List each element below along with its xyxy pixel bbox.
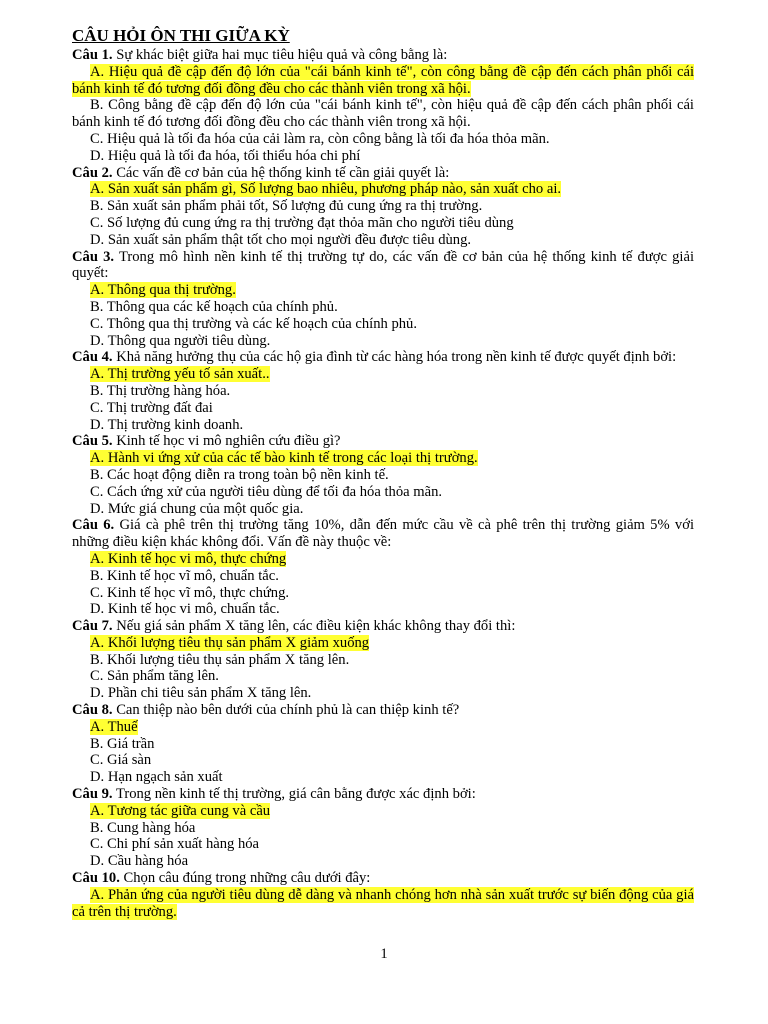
question-stem (72, 249, 694, 283)
answer-option (72, 232, 694, 249)
answer-option (72, 668, 694, 685)
question-block (72, 349, 694, 433)
question-number: Câu 1. (72, 47, 113, 63)
answer-option-text: A. Thị trường yếu tố sản xuất.. (90, 366, 270, 383)
question-list (72, 47, 694, 920)
question-stem (72, 433, 694, 450)
question-text: Giá cà phê trên thị trường tăng 10%, dẫn đến mức cầu về cà phê trên thị trường giảm 5% với những điều kiện khác không đổi. Vấn đề này thuộc về: (72, 517, 694, 551)
question-block (72, 165, 694, 249)
answer-option (72, 417, 694, 434)
answer-option (72, 400, 694, 417)
question-text: Chọn câu đúng trong những câu dưới đây: (123, 870, 371, 887)
answer-option-correct (72, 635, 694, 652)
answer-option (72, 383, 694, 400)
answer-option-text: C. Kinh tế học vĩ mô, thực chứng. (90, 584, 290, 601)
answer-option (72, 585, 694, 602)
answer-option (72, 685, 694, 702)
answer-option-correct (72, 719, 694, 736)
answer-option-text: B. Sản xuất sản phẩm phải tốt, Số lượng đủ cung ứng ra thị trường. (90, 198, 483, 215)
answer-option (72, 484, 694, 501)
answer-option-text: B. Kinh tế học vĩ mô, chuẩn tắc. (90, 567, 279, 584)
answer-option-text: D. Cầu hàng hóa (90, 853, 189, 870)
answer-option-text: A. Kinh tế học vi mô, thực chứng (90, 550, 287, 567)
answer-option-text: B. Thông qua các kế hoạch của chính phủ. (90, 298, 338, 315)
answer-option (72, 215, 694, 232)
question-text: Trong nền kinh tế thị trường, giá cân bằng được xác định bởi: (115, 786, 476, 803)
question-block (72, 249, 694, 350)
answer-option-text: B. Giá trần (90, 735, 155, 752)
answer-option-text: D. Hiệu quả là tối đa hóa, tối thiểu hóa chi phí (90, 147, 361, 164)
answer-option-text: C. Cách ứng xử của người tiêu dùng để tối đa hóa thỏa mãn. (90, 483, 443, 500)
answer-option-text: A. Tương tác giữa cung và cầu (90, 802, 271, 819)
answer-option-text: C. Sản phẩm tăng lên. (90, 668, 219, 685)
answer-option (72, 652, 694, 669)
answer-option-text: D. Sản xuất sản phẩm thật tốt cho mọi người đều được tiêu dùng. (90, 231, 472, 248)
question-number: Câu 7. (72, 618, 113, 635)
question-stem (72, 786, 694, 803)
question-stem (72, 702, 694, 719)
answer-option-correct (72, 366, 694, 383)
question-text: Sự khác biệt giữa hai mục tiêu hiệu quả và công bằng là: (116, 47, 448, 63)
answer-option-text: C. Chi phí sản xuất hàng hóa (90, 836, 260, 853)
answer-option (72, 198, 694, 215)
answer-option (72, 467, 694, 484)
question-number: Câu 9. (72, 786, 113, 803)
answer-option (72, 501, 694, 518)
answer-option-text: A. Sản xuất sản phẩm gì, Số lượng bao nhiêu, phương pháp nào, sản xuất cho ai. (90, 181, 562, 198)
question-stem (72, 517, 694, 551)
answer-option (72, 820, 694, 837)
answer-option-text: B. Cung hàng hóa (90, 819, 196, 836)
question-number: Câu 4. (72, 349, 113, 366)
page-number: 1 (380, 946, 388, 962)
answer-option-text: C. Giá sàn (90, 752, 152, 769)
answer-option-text: C. Thị trường đất đai (90, 399, 213, 416)
question-stem (72, 349, 694, 366)
answer-option (72, 836, 694, 853)
answer-option-correct (72, 803, 694, 820)
answer-option (72, 97, 694, 131)
question-block (72, 702, 694, 786)
question-block (72, 47, 694, 165)
question-number: Câu 8. (72, 702, 113, 719)
question-stem (72, 618, 694, 635)
question-text: Các vấn đề cơ bản của hệ thống kinh tế cần giải quyết là: (116, 164, 450, 181)
answer-option-correct (72, 282, 694, 299)
answer-option-correct (72, 181, 694, 198)
answer-option-text: A. Hiệu quả đề cập đến độ lớn của "cái bánh kinh tế", còn công bằng đề cập đến cách phân phối cái bánh kinh tế đó tương đối đồng đều cho các thành viên trong xã hội. (72, 63, 694, 97)
question-number: Câu 5. (72, 433, 113, 450)
answer-option-correct (72, 551, 694, 568)
question-number: Câu 10. (72, 870, 120, 887)
answer-option (72, 333, 694, 350)
answer-option-text: D. Phần chi tiêu sản phẩm X tăng lên. (90, 685, 312, 702)
answer-option-text: A. Khối lượng tiêu thụ sản phẩm X giảm xuống (90, 634, 370, 651)
question-number: Câu 6. (72, 517, 115, 534)
answer-option-correct (72, 64, 694, 98)
answer-option-text: D. Kinh tế học vi mô, chuẩn tắc. (90, 601, 280, 618)
answer-option-text: A. Hành vi ứng xử của các tế bào kinh tế trong các loại thị trường. (90, 450, 478, 467)
answer-option-text: D. Hạn ngạch sản xuất (90, 769, 223, 786)
answer-option (72, 568, 694, 585)
answer-option (72, 752, 694, 769)
answer-option-text: B. Công bằng đề cập đến độ lớn của "cái bánh kinh tế", còn hiệu quả đề cập đến cách phân phối cái bánh kinh tế đó tương đối đồng đều cho các thành viên trong xã hội. (72, 97, 694, 131)
page-title: CÂU HỎI ÔN THI GIỮA KỲ (72, 26, 290, 45)
answer-option-text: C. Số lượng đủ cung ứng ra thị trường đạt thỏa mãn cho người tiêu dùng (90, 214, 514, 231)
answer-option-text: D. Thông qua người tiêu dùng. (90, 332, 271, 349)
question-text: Nếu giá sản phẩm X tăng lên, các điều kiện khác không thay đổi thì: (116, 618, 516, 635)
question-text: Khả năng hưởng thụ của các hộ gia đình từ các hàng hóa trong nền kinh tế được quyết định bởi: (116, 349, 677, 366)
question-stem (72, 870, 694, 887)
question-stem (72, 165, 694, 182)
answer-option-text: B. Các hoạt động diễn ra trong toàn bộ nền kinh tế. (90, 466, 389, 483)
answer-option-text: B. Khối lượng tiêu thụ sản phẩm X tăng lên. (90, 651, 350, 668)
answer-option-correct (72, 450, 694, 467)
question-block (72, 870, 694, 920)
answer-option-text: B. Thị trường hàng hóa. (90, 382, 231, 399)
answer-option (72, 148, 694, 165)
question-text: Kinh tế học vi mô nghiên cứu điều gì? (116, 433, 341, 450)
answer-option-text: A. Phản ứng của người tiêu dùng dễ dàng và nhanh chóng hơn nhà sản xuất trước sự biến động của giá cả trên thị trường. (72, 886, 694, 920)
answer-option-text: D. Mức giá chung của một quốc gia. (90, 500, 304, 517)
answer-option (72, 736, 694, 753)
answer-option-text: C. Thông qua thị trường và các kế hoạch của chính phủ. (90, 315, 418, 332)
document-page (72, 26, 694, 920)
question-number: Câu 2. (72, 164, 113, 181)
answer-option-correct (72, 887, 694, 921)
answer-option (72, 769, 694, 786)
answer-option-text: A. Thuế (90, 718, 138, 735)
question-block (72, 618, 694, 702)
answer-option (72, 131, 694, 148)
question-block (72, 517, 694, 618)
question-text: Trong mô hình nền kinh tế thị trường tự do, các vấn đề cơ bản của hệ thống kinh tế được giải quyết: (72, 248, 695, 282)
question-number: Câu 3. (72, 248, 115, 265)
answer-option (72, 853, 694, 870)
answer-option (72, 601, 694, 618)
question-block (72, 786, 694, 870)
question-text: Can thiệp nào bên dưới của chính phủ là can thiệp kinh tế? (116, 702, 460, 719)
answer-option-text: D. Thị trường kinh doanh. (90, 416, 244, 433)
answer-option-text: A. Thông qua thị trường. (90, 282, 236, 299)
question-block (72, 433, 694, 517)
question-stem (72, 47, 694, 64)
answer-option (72, 299, 694, 316)
answer-option-text: C. Hiệu quả là tối đa hóa của cải làm ra, còn công bằng là tối đa hóa thỏa mãn. (90, 130, 550, 147)
answer-option (72, 316, 694, 333)
